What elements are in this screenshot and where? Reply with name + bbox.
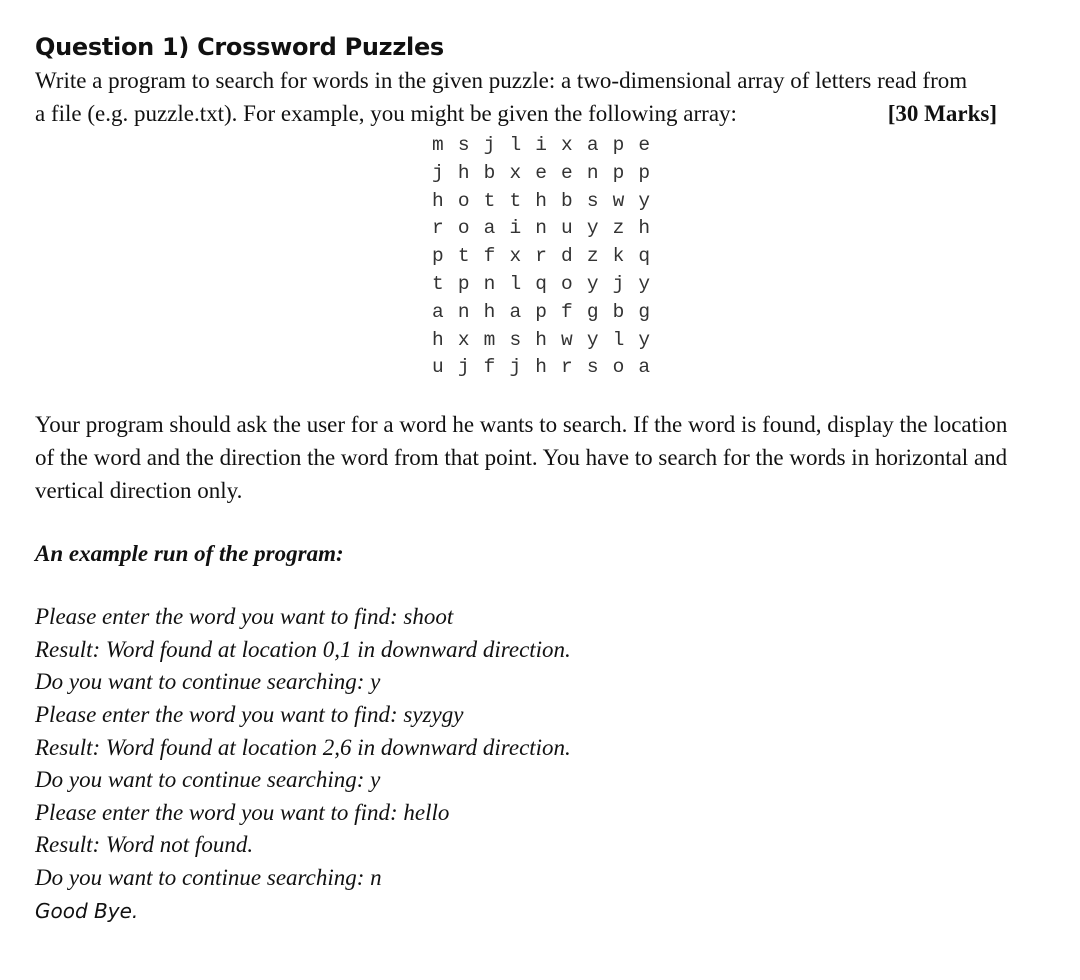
- puzzle-letter: n: [483, 272, 496, 295]
- question-heading: [35, 30, 1045, 64]
- puzzle-row: [425, 132, 1045, 160]
- puzzle-letter: s: [457, 134, 470, 156]
- example-run-line: Do you want to continue searching: n: [35, 865, 382, 891]
- puzzle-letter: b: [561, 189, 573, 212]
- puzzle-letter: j: [612, 272, 625, 295]
- puzzle-letter: s: [586, 356, 599, 379]
- intro-line-2-row: [35, 97, 997, 130]
- puzzle-row: [425, 327, 1045, 355]
- puzzle-letter: j: [509, 356, 522, 379]
- puzzle-letter: n: [457, 300, 470, 323]
- puzzle-letter: o: [612, 356, 625, 379]
- puzzle-letter: a: [432, 300, 444, 323]
- puzzle-letter: y: [638, 328, 651, 351]
- puzzle-letter: o: [457, 217, 470, 240]
- puzzle-letter: x: [457, 328, 470, 351]
- puzzle-letter: t: [483, 189, 496, 212]
- example-run-line: Please enter the word you want to find: hello: [35, 799, 450, 825]
- puzzle-letter: t: [432, 272, 444, 295]
- example-run-line: Result: Word not found.: [35, 832, 254, 858]
- puzzle-letter: n: [586, 161, 599, 184]
- puzzle-letter: e: [561, 161, 573, 184]
- question-title: Crossword Puzzles: [197, 33, 444, 61]
- puzzle-letter: h: [483, 300, 496, 323]
- puzzle-letter: a: [483, 217, 496, 240]
- puzzle-letter: f: [561, 300, 573, 323]
- puzzle-letter: r: [561, 356, 573, 379]
- puzzle-letter: x: [509, 161, 522, 184]
- puzzle-letter: j: [457, 356, 470, 379]
- puzzle-letter: i: [535, 134, 547, 156]
- puzzle-letter: x: [561, 134, 573, 156]
- puzzle-letter: u: [432, 356, 444, 379]
- puzzle-letter: i: [509, 217, 522, 240]
- puzzle-letter: y: [586, 272, 599, 295]
- puzzle-letter: h: [432, 328, 444, 351]
- puzzle-letter: m: [483, 328, 496, 351]
- puzzle-letter: s: [586, 189, 599, 212]
- intro-line-2: a file (e.g. puzzle.txt). For example, you might be given the following array:: [35, 101, 737, 126]
- puzzle-letter: r: [432, 217, 444, 240]
- puzzle-letter: l: [612, 328, 625, 351]
- puzzle-letter: h: [535, 189, 547, 212]
- puzzle-letter: t: [457, 245, 470, 268]
- puzzle-letter: l: [509, 134, 522, 156]
- puzzle-letter: z: [612, 217, 625, 240]
- puzzle-row: [425, 354, 1045, 382]
- puzzle-letter: s: [509, 328, 522, 351]
- puzzle-letter: f: [483, 356, 496, 379]
- puzzle-letter: h: [638, 217, 651, 240]
- puzzle-letter: p: [432, 245, 444, 268]
- puzzle-letter: p: [612, 134, 625, 156]
- marks-label: [30 Marks]: [887, 101, 997, 126]
- puzzle-letter: o: [457, 189, 470, 212]
- puzzle-row: [425, 243, 1045, 271]
- question-intro: [35, 64, 1045, 130]
- example-run: [35, 601, 1045, 927]
- puzzle-letter: h: [457, 161, 470, 184]
- example-run-line: Please enter the word you want to find: syzygy: [35, 702, 464, 728]
- puzzle-letter: y: [638, 272, 651, 295]
- puzzle-letter: t: [509, 189, 522, 212]
- example-run-line: Do you want to continue searching: y: [35, 669, 381, 695]
- example-run-line: Do you want to continue searching: y: [35, 767, 381, 793]
- puzzle-letter: q: [638, 245, 651, 268]
- puzzle-letter: w: [612, 189, 625, 212]
- puzzle-letter: n: [535, 217, 547, 240]
- puzzle-letter: p: [457, 272, 470, 295]
- puzzle-letter: p: [535, 300, 547, 323]
- puzzle-row: [425, 160, 1045, 188]
- example-run-line: Please enter the word you want to find: shoot: [35, 604, 454, 630]
- puzzle-row: [425, 215, 1045, 243]
- puzzle-letter: a: [586, 134, 599, 156]
- puzzle-letter: w: [561, 328, 573, 351]
- puzzle-letter: k: [612, 245, 625, 268]
- puzzle-letter: x: [509, 245, 522, 268]
- example-heading: An example run of the program:: [35, 541, 344, 567]
- puzzle-letter: e: [638, 134, 651, 156]
- document-page: [35, 30, 1045, 927]
- puzzle-letter: u: [561, 217, 573, 240]
- puzzle-letter: y: [586, 217, 599, 240]
- puzzle-letter: h: [535, 356, 547, 379]
- puzzle-letter: h: [535, 328, 547, 351]
- puzzle-row: [425, 271, 1045, 299]
- puzzle-row: [425, 299, 1045, 327]
- puzzle-letter: m: [432, 134, 444, 156]
- intro-line-1: Write a program to search for words in the given puzzle: a two-dimensional array of letters read from: [35, 68, 968, 93]
- question-number: Question 1): [35, 33, 190, 61]
- puzzle-letter: a: [638, 356, 651, 379]
- puzzle-letter: f: [483, 245, 496, 268]
- puzzle-letter: j: [432, 161, 444, 184]
- puzzle-letter: h: [432, 189, 444, 212]
- puzzle-letter: b: [483, 161, 496, 184]
- puzzle-letter: r: [535, 245, 547, 268]
- puzzle-letter: a: [509, 300, 522, 323]
- puzzle-letter: p: [638, 161, 651, 184]
- puzzle-letter: l: [509, 272, 522, 295]
- puzzle-letter: e: [535, 161, 547, 184]
- puzzle-letter: g: [586, 300, 599, 323]
- example-run-line: Good Bye.: [35, 898, 139, 923]
- puzzle-letter: y: [638, 189, 651, 212]
- puzzle-letter: y: [586, 328, 599, 351]
- puzzle-letter: p: [612, 161, 625, 184]
- instructions-paragraph: Your program should ask the user for a word he wants to search. If the word is found, display the location of the word and the direction the word from that point. You have to search for the words in horizontal and vertical direction only.: [35, 412, 1008, 503]
- puzzle-letter: g: [638, 300, 651, 323]
- puzzle-grid: [425, 132, 1045, 382]
- example-run-line: Result: Word found at location 2,6 in downward direction.: [35, 734, 571, 760]
- puzzle-letter: j: [483, 134, 496, 156]
- puzzle-letter: q: [535, 272, 547, 295]
- puzzle-letter: z: [586, 245, 599, 268]
- puzzle-letter: b: [612, 300, 625, 323]
- puzzle-row: [425, 188, 1045, 216]
- puzzle-letter: d: [561, 245, 573, 268]
- example-run-line: Result: Word found at location 0,1 in downward direction.: [35, 636, 571, 662]
- puzzle-letter: o: [561, 272, 573, 295]
